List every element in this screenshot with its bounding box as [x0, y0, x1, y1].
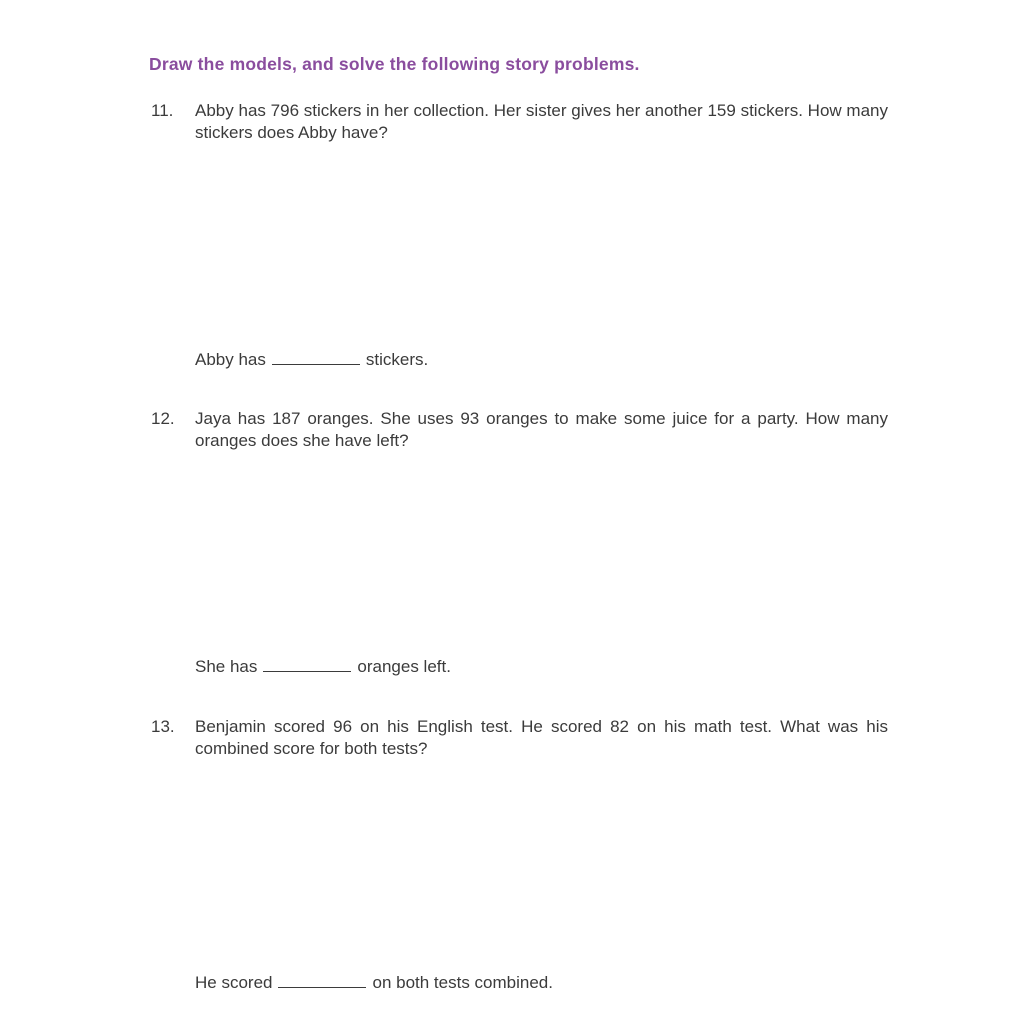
- problem-12-answer-suffix: oranges left.: [357, 657, 451, 676]
- problem-13-answer-line: [195, 972, 553, 994]
- problem-12-answer-prefix: She has: [195, 657, 258, 676]
- problem-11-answer-suffix: stickers.: [365, 350, 429, 369]
- problem-12: [151, 408, 888, 452]
- problem-12-answer-line: [195, 656, 451, 678]
- problem-11-number: 11.: [151, 101, 174, 120]
- problem-11-answer-blank: [272, 350, 360, 365]
- problem-11-answer-line: [195, 349, 428, 371]
- problem-13-answer-blank: [278, 973, 366, 988]
- problem-12-text: Jaya has 187 oranges. She uses 93 oranges to make some juice for a party. How many oranges does she have left?: [195, 409, 888, 450]
- problem-13-answer-suffix: on both tests combined.: [372, 973, 553, 992]
- problem-11-answer-prefix: Abby has: [195, 350, 266, 369]
- problem-11-text: Abby has 796 stickers in her collection. Her sister gives her another 159 stickers. How many stickers does Abby have?: [195, 101, 888, 142]
- problem-13-number: 13.: [151, 717, 175, 736]
- instructions-heading: Draw the models, and solve the following story problems.: [149, 54, 640, 74]
- problem-11: [151, 100, 888, 144]
- problem-12-answer-blank: [263, 657, 351, 672]
- problem-13: [151, 716, 888, 760]
- problem-13-answer-prefix: He scored: [195, 973, 273, 992]
- problem-12-number: 12.: [151, 409, 175, 428]
- problem-13-text: Benjamin scored 96 on his English test. He scored 82 on his math test. What was his combined score for both tests?: [195, 717, 888, 758]
